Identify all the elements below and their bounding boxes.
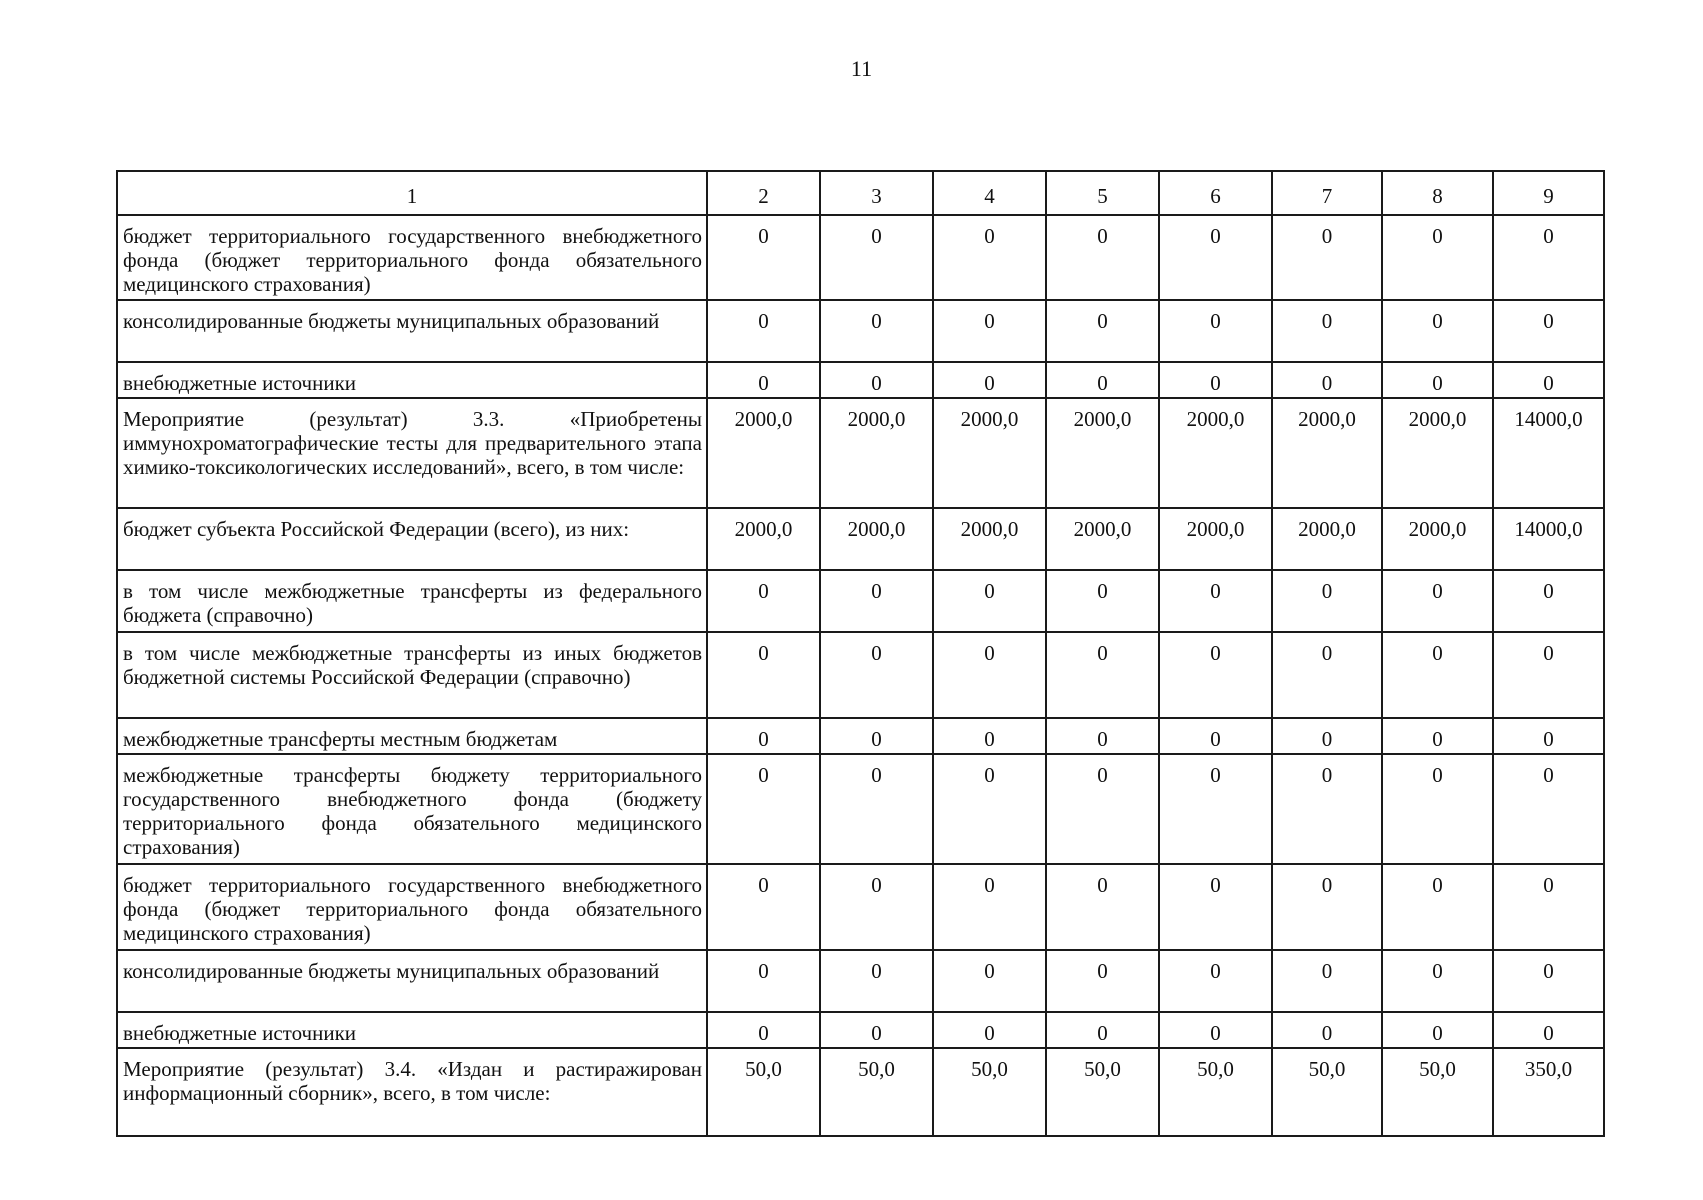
value-cell: 0 xyxy=(1159,950,1272,1012)
value-cell: 0 xyxy=(707,570,820,632)
value-cell: 0 xyxy=(1159,362,1272,398)
page-number: 11 xyxy=(850,56,873,81)
value-cell: 0 xyxy=(1493,864,1604,950)
value-cell: 2000,0 xyxy=(1159,398,1272,508)
value-cell: 0 xyxy=(933,215,1046,300)
value-cell: 2000,0 xyxy=(1272,508,1382,570)
row-label: бюджет субъекта Российской Федерации (всего), из них: xyxy=(117,508,707,570)
value-cell: 0 xyxy=(1046,632,1159,718)
value-cell: 0 xyxy=(933,362,1046,398)
row-label: консолидированные бюджеты муниципальных образований xyxy=(117,950,707,1012)
value-cell: 0 xyxy=(1159,864,1272,950)
row-label: межбюджетные трансферты местным бюджетам xyxy=(117,718,707,754)
table-row xyxy=(117,1012,1604,1048)
value-cell: 0 xyxy=(1046,1012,1159,1048)
value-cell: 0 xyxy=(933,300,1046,362)
budget-table xyxy=(116,170,1605,1137)
column-header: 9 xyxy=(1493,171,1604,215)
value-cell: 0 xyxy=(1046,300,1159,362)
value-cell: 0 xyxy=(820,950,933,1012)
table-row xyxy=(117,718,1604,754)
value-cell: 0 xyxy=(1272,362,1382,398)
value-cell: 50,0 xyxy=(820,1048,933,1136)
value-cell: 0 xyxy=(1159,632,1272,718)
value-cell: 0 xyxy=(1159,570,1272,632)
value-cell: 0 xyxy=(1272,632,1382,718)
value-cell: 2000,0 xyxy=(1046,508,1159,570)
table-row xyxy=(117,754,1604,864)
value-cell: 0 xyxy=(820,300,933,362)
value-cell: 0 xyxy=(707,215,820,300)
value-cell: 2000,0 xyxy=(1272,398,1382,508)
value-cell: 2000,0 xyxy=(1159,508,1272,570)
value-cell: 2000,0 xyxy=(707,508,820,570)
row-label: внебюджетные источники xyxy=(117,362,707,398)
column-header: 5 xyxy=(1046,171,1159,215)
value-cell: 0 xyxy=(820,632,933,718)
value-cell: 0 xyxy=(707,300,820,362)
value-cell: 0 xyxy=(707,362,820,398)
column-header: 1 xyxy=(117,171,707,215)
value-cell: 0 xyxy=(1493,718,1604,754)
value-cell: 0 xyxy=(1272,215,1382,300)
value-cell: 0 xyxy=(1493,632,1604,718)
value-cell: 50,0 xyxy=(1272,1048,1382,1136)
value-cell: 2000,0 xyxy=(820,508,933,570)
value-cell: 0 xyxy=(1493,300,1604,362)
value-cell: 0 xyxy=(1272,570,1382,632)
value-cell: 50,0 xyxy=(933,1048,1046,1136)
value-cell: 0 xyxy=(1382,215,1493,300)
value-cell: 0 xyxy=(1046,754,1159,864)
value-cell: 0 xyxy=(1159,718,1272,754)
column-header: 6 xyxy=(1159,171,1272,215)
value-cell: 0 xyxy=(707,864,820,950)
value-cell: 0 xyxy=(707,754,820,864)
value-cell: 0 xyxy=(1272,718,1382,754)
value-cell: 0 xyxy=(1382,950,1493,1012)
column-header: 8 xyxy=(1382,171,1493,215)
value-cell: 0 xyxy=(707,632,820,718)
value-cell: 0 xyxy=(1493,1012,1604,1048)
value-cell: 0 xyxy=(1159,300,1272,362)
table-row xyxy=(117,508,1604,570)
value-cell: 0 xyxy=(1046,215,1159,300)
value-cell: 0 xyxy=(1382,570,1493,632)
row-label: внебюджетные источники xyxy=(117,1012,707,1048)
row-label: в том числе межбюджетные трансферты из иных бюджетов бюджетной системы Российской Федерации (справочно) xyxy=(117,632,707,718)
column-header: 7 xyxy=(1272,171,1382,215)
value-cell: 0 xyxy=(933,632,1046,718)
value-cell: 0 xyxy=(1159,1012,1272,1048)
value-cell: 0 xyxy=(1382,632,1493,718)
table-row xyxy=(117,362,1604,398)
value-cell: 0 xyxy=(1046,950,1159,1012)
value-cell: 350,0 xyxy=(1493,1048,1604,1136)
value-cell: 0 xyxy=(1382,718,1493,754)
value-cell: 0 xyxy=(820,570,933,632)
value-cell: 0 xyxy=(1159,215,1272,300)
row-label: бюджет территориального государственного внебюджетного фонда (бюджет территориального фонда обязательного медицинского страхования) xyxy=(117,215,707,300)
value-cell: 0 xyxy=(1493,754,1604,864)
value-cell: 2000,0 xyxy=(1382,398,1493,508)
value-cell: 0 xyxy=(1159,754,1272,864)
value-cell: 0 xyxy=(1382,754,1493,864)
value-cell: 0 xyxy=(820,1012,933,1048)
value-cell: 2000,0 xyxy=(707,398,820,508)
value-cell: 14000,0 xyxy=(1493,398,1604,508)
table-row xyxy=(117,1048,1604,1136)
value-cell: 0 xyxy=(933,950,1046,1012)
value-cell: 50,0 xyxy=(1046,1048,1159,1136)
table-row xyxy=(117,864,1604,950)
value-cell: 0 xyxy=(820,864,933,950)
value-cell: 0 xyxy=(820,754,933,864)
row-label: консолидированные бюджеты муниципальных образований xyxy=(117,300,707,362)
value-cell: 2000,0 xyxy=(1046,398,1159,508)
table-row xyxy=(117,570,1604,632)
value-cell: 2000,0 xyxy=(933,508,1046,570)
row-label: в том числе межбюджетные трансферты из федерального бюджета (справочно) xyxy=(117,570,707,632)
row-label: бюджет территориального государственного внебюджетного фонда (бюджет территориального фонда обязательного медицинского страхования) xyxy=(117,864,707,950)
value-cell: 0 xyxy=(1382,362,1493,398)
value-cell: 0 xyxy=(1272,300,1382,362)
value-cell: 0 xyxy=(1382,864,1493,950)
value-cell: 2000,0 xyxy=(1382,508,1493,570)
table-body xyxy=(117,171,1604,1136)
value-cell: 0 xyxy=(1382,1012,1493,1048)
column-header: 4 xyxy=(933,171,1046,215)
value-cell: 2000,0 xyxy=(820,398,933,508)
value-cell: 0 xyxy=(1272,864,1382,950)
value-cell: 0 xyxy=(1493,950,1604,1012)
value-cell: 2000,0 xyxy=(933,398,1046,508)
table-row xyxy=(117,300,1604,362)
value-cell: 0 xyxy=(1046,570,1159,632)
value-cell: 0 xyxy=(707,718,820,754)
value-cell: 0 xyxy=(933,570,1046,632)
value-cell: 14000,0 xyxy=(1493,508,1604,570)
table-row xyxy=(117,950,1604,1012)
value-cell: 50,0 xyxy=(707,1048,820,1136)
value-cell: 0 xyxy=(1493,215,1604,300)
table-row xyxy=(117,215,1604,300)
value-cell: 0 xyxy=(1493,570,1604,632)
row-label: Мероприятие (результат) 3.3. «Приобретены иммунохроматографические тесты для предварительного этапа химико-токсикологических исследований», всего, в том числе: xyxy=(117,398,707,508)
value-cell: 0 xyxy=(1272,950,1382,1012)
value-cell: 0 xyxy=(820,362,933,398)
table-header-row xyxy=(117,171,1604,215)
value-cell: 50,0 xyxy=(1159,1048,1272,1136)
value-cell: 0 xyxy=(1046,362,1159,398)
value-cell: 0 xyxy=(933,864,1046,950)
column-header: 3 xyxy=(820,171,933,215)
row-label: межбюджетные трансферты бюджету территориального государственного внебюджетного фонда (бюджету территориального фонда обязательного медицинского страхования) xyxy=(117,754,707,864)
value-cell: 0 xyxy=(1272,754,1382,864)
value-cell: 0 xyxy=(1272,1012,1382,1048)
value-cell: 0 xyxy=(933,1012,1046,1048)
row-label: Мероприятие (результат) 3.4. «Издан и растиражирован информационный сборник», всего, в том числе: xyxy=(117,1048,707,1136)
value-cell: 0 xyxy=(707,1012,820,1048)
value-cell: 0 xyxy=(707,950,820,1012)
value-cell: 50,0 xyxy=(1382,1048,1493,1136)
value-cell: 0 xyxy=(933,718,1046,754)
value-cell: 0 xyxy=(933,754,1046,864)
table-row xyxy=(117,398,1604,508)
value-cell: 0 xyxy=(820,215,933,300)
table-row xyxy=(117,632,1604,718)
value-cell: 0 xyxy=(1046,718,1159,754)
value-cell: 0 xyxy=(1493,362,1604,398)
value-cell: 0 xyxy=(1046,864,1159,950)
column-header: 2 xyxy=(707,171,820,215)
value-cell: 0 xyxy=(1382,300,1493,362)
value-cell: 0 xyxy=(820,718,933,754)
